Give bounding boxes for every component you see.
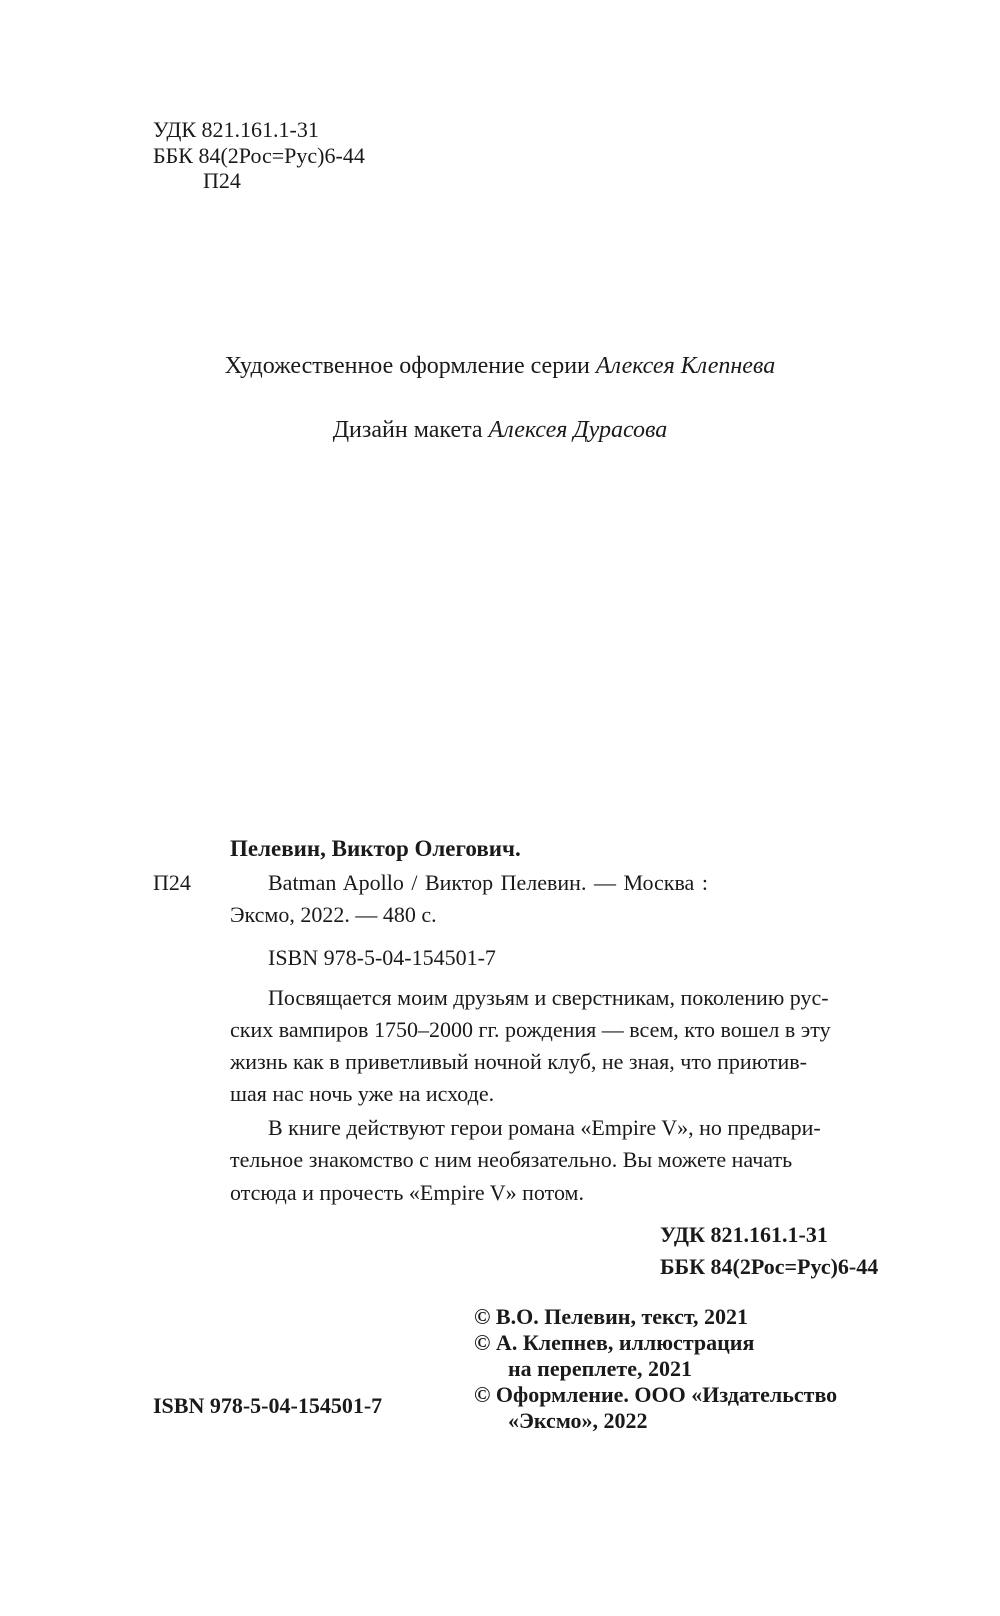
copyright-line: на переплете, 2021 — [508, 1356, 692, 1381]
series-design-credit — [0, 352, 1000, 380]
dedication-line: ских вампиров 1750–2000 гг. рождения — всем, кто вошел в эту — [230, 1017, 831, 1042]
copyright-line: © В.О. Пелевин, текст, 2021 — [474, 1304, 749, 1329]
catalog-author: Пелевин, Виктор Олегович. — [230, 836, 521, 861]
catalog-code: П24 — [153, 870, 191, 895]
layout-design-name: Алексея Дурасова — [488, 417, 668, 443]
copyright-line: © А. Клепнев, иллюстрация — [474, 1330, 755, 1355]
series-design-label: Художественное оформление серии — [224, 353, 590, 379]
copyright-line: «Эксмо», 2022 — [508, 1408, 648, 1433]
layout-design-label: Дизайн макета — [332, 417, 483, 443]
catalog-bbk: ББК 84(2Рос=Рус)6-44 — [660, 1254, 879, 1279]
footer-isbn: ISBN 978-5-04-154501-7 — [153, 1393, 383, 1418]
catalog-isbn: ISBN 978-5-04-154501-7 — [268, 945, 496, 970]
copyright-line: © Оформление. ООО «Издательство — [474, 1382, 838, 1407]
dedication-line: шая нас ночь уже на исходе. — [230, 1081, 495, 1106]
series-design-name: Алексея Клепнева — [595, 353, 776, 379]
catalog-udk: УДК 821.161.1-31 — [660, 1222, 828, 1247]
note-line: отсюда и прочесть «Empire V» потом. — [230, 1180, 584, 1205]
header-code: П24 — [203, 168, 241, 193]
dedication-line: Посвящается моим друзьям и сверстникам, поколению рус- — [268, 985, 829, 1010]
header-bbk: ББК 84(2Рос=Рус)6-44 — [153, 143, 365, 168]
note-line: В книге действуют герои романа «Empire V», но предвари- — [268, 1115, 821, 1140]
catalog-title-line1: Batman Apollo / Виктор Пелевин. — Москва : — [268, 870, 708, 895]
layout-design-credit — [0, 416, 1000, 444]
header-udk: УДК 821.161.1-31 — [153, 117, 319, 142]
catalog-title-line2: Эксмо, 2022. — 480 с. — [230, 902, 437, 927]
dedication-line: жизнь как в приветливый ночной клуб, не зная, что приютив- — [230, 1049, 807, 1074]
note-line: тельное знакомство с ним необязательно. Вы можете начать — [230, 1147, 793, 1172]
